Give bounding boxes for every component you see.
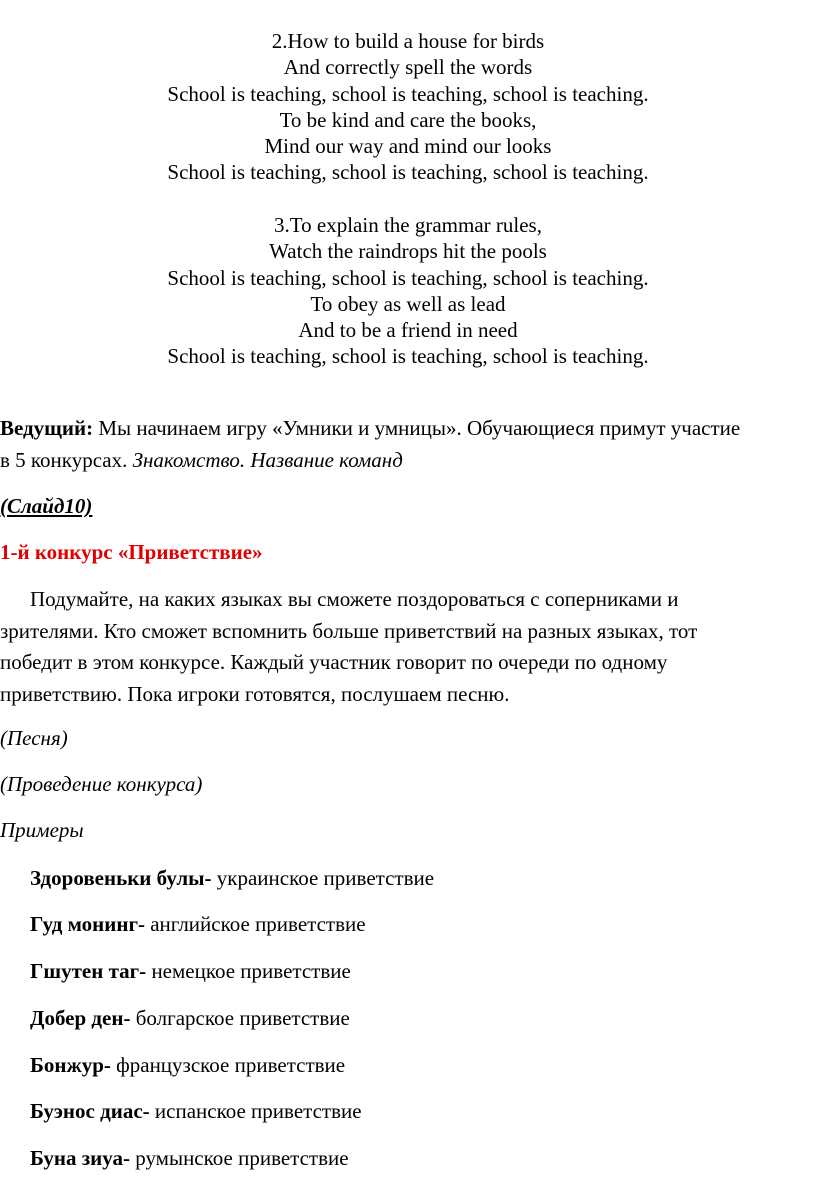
greeting-desc: испанское приветствие bbox=[149, 1099, 362, 1123]
conduct-note: (Проведение конкурса) bbox=[0, 772, 203, 796]
examples-label: Примеры bbox=[0, 818, 84, 842]
contest-paragraph bbox=[0, 584, 816, 710]
host-label: Ведущий: bbox=[0, 416, 94, 440]
greeting-desc: немецкое приветствие bbox=[146, 959, 351, 983]
greeting-phrase: Здоровеньки булы- bbox=[30, 866, 212, 890]
greeting-desc: французское приветствие bbox=[110, 1053, 346, 1077]
greeting-phrase: Гуд монинг- bbox=[30, 912, 145, 936]
verse-line: And to be a friend in need bbox=[298, 318, 518, 343]
host-line-1 bbox=[0, 413, 816, 445]
greeting-item bbox=[30, 1050, 816, 1082]
paragraph-line: зрителями. Кто сможет вспомнить больше приветствий на разных языках, тот bbox=[0, 618, 698, 643]
host-intro-note: Знакомство. Название команд bbox=[132, 447, 403, 472]
greeting-item bbox=[30, 863, 816, 895]
contest-title: 1-й конкурс «Приветствие» bbox=[0, 540, 263, 564]
greeting-item bbox=[30, 1003, 816, 1035]
greeting-item bbox=[30, 956, 816, 988]
greeting-phrase: Добер ден- bbox=[30, 1006, 131, 1030]
greeting-desc: румынское приветствие bbox=[129, 1146, 349, 1170]
greeting-phrase: Гшутен таг- bbox=[30, 959, 147, 983]
verse-line: 3.To explain the grammar rules, bbox=[274, 213, 542, 237]
verse-line: Watch the raindrops hit the pools bbox=[269, 239, 547, 264]
greeting-desc: болгарское приветствие bbox=[130, 1006, 350, 1030]
greeting-item bbox=[30, 1096, 816, 1128]
song-verse-3 bbox=[0, 212, 816, 370]
verse-line: To obey as well as lead bbox=[310, 291, 506, 316]
verse-line: School is teaching, school is teaching, school is teaching. bbox=[167, 265, 649, 290]
greeting-item bbox=[30, 1143, 816, 1175]
greeting-desc: английское приветствие bbox=[144, 912, 366, 936]
greeting-phrase: Буна зиуа- bbox=[30, 1146, 130, 1170]
host-text-2: в 5 конкурсах. bbox=[0, 447, 133, 472]
paragraph-line: приветствию. Пока игроки готовятся, послушаем песню. bbox=[0, 681, 510, 706]
paragraph-line: победит в этом конкурсе. Каждый участник говорит по очереди по одному bbox=[0, 650, 668, 674]
host-text: Мы начинаем игру «Умники и умницы». Обучающиеся примут участие bbox=[93, 416, 741, 440]
verse-line: 2.How to build a house for birds bbox=[271, 29, 545, 53]
greeting-phrase: Буэнос диас- bbox=[30, 1099, 150, 1123]
verse-line: School is teaching, school is teaching, school is teaching. bbox=[167, 160, 649, 185]
song-note: (Песня) bbox=[0, 726, 68, 750]
verse-line: Mind our way and mind our looks bbox=[264, 134, 552, 159]
greeting-desc: украинское приветствие bbox=[211, 866, 435, 890]
host-line-2 bbox=[0, 445, 816, 477]
song-verse-2 bbox=[0, 28, 816, 186]
paragraph-line: Подумайте, на каких языках вы сможете поздороваться с соперниками и bbox=[30, 587, 679, 611]
verse-line: To be kind and care the books, bbox=[279, 107, 537, 132]
greeting-item bbox=[30, 909, 816, 941]
verse-line: School is teaching, school is teaching, school is teaching. bbox=[167, 344, 649, 369]
slide-note: (Слайд10) bbox=[0, 494, 93, 518]
verse-line: And correctly spell the words bbox=[283, 55, 533, 80]
host-paragraph bbox=[0, 413, 816, 476]
greeting-phrase: Бонжур- bbox=[30, 1053, 111, 1077]
verse-line: School is teaching, school is teaching, school is teaching. bbox=[167, 81, 649, 106]
